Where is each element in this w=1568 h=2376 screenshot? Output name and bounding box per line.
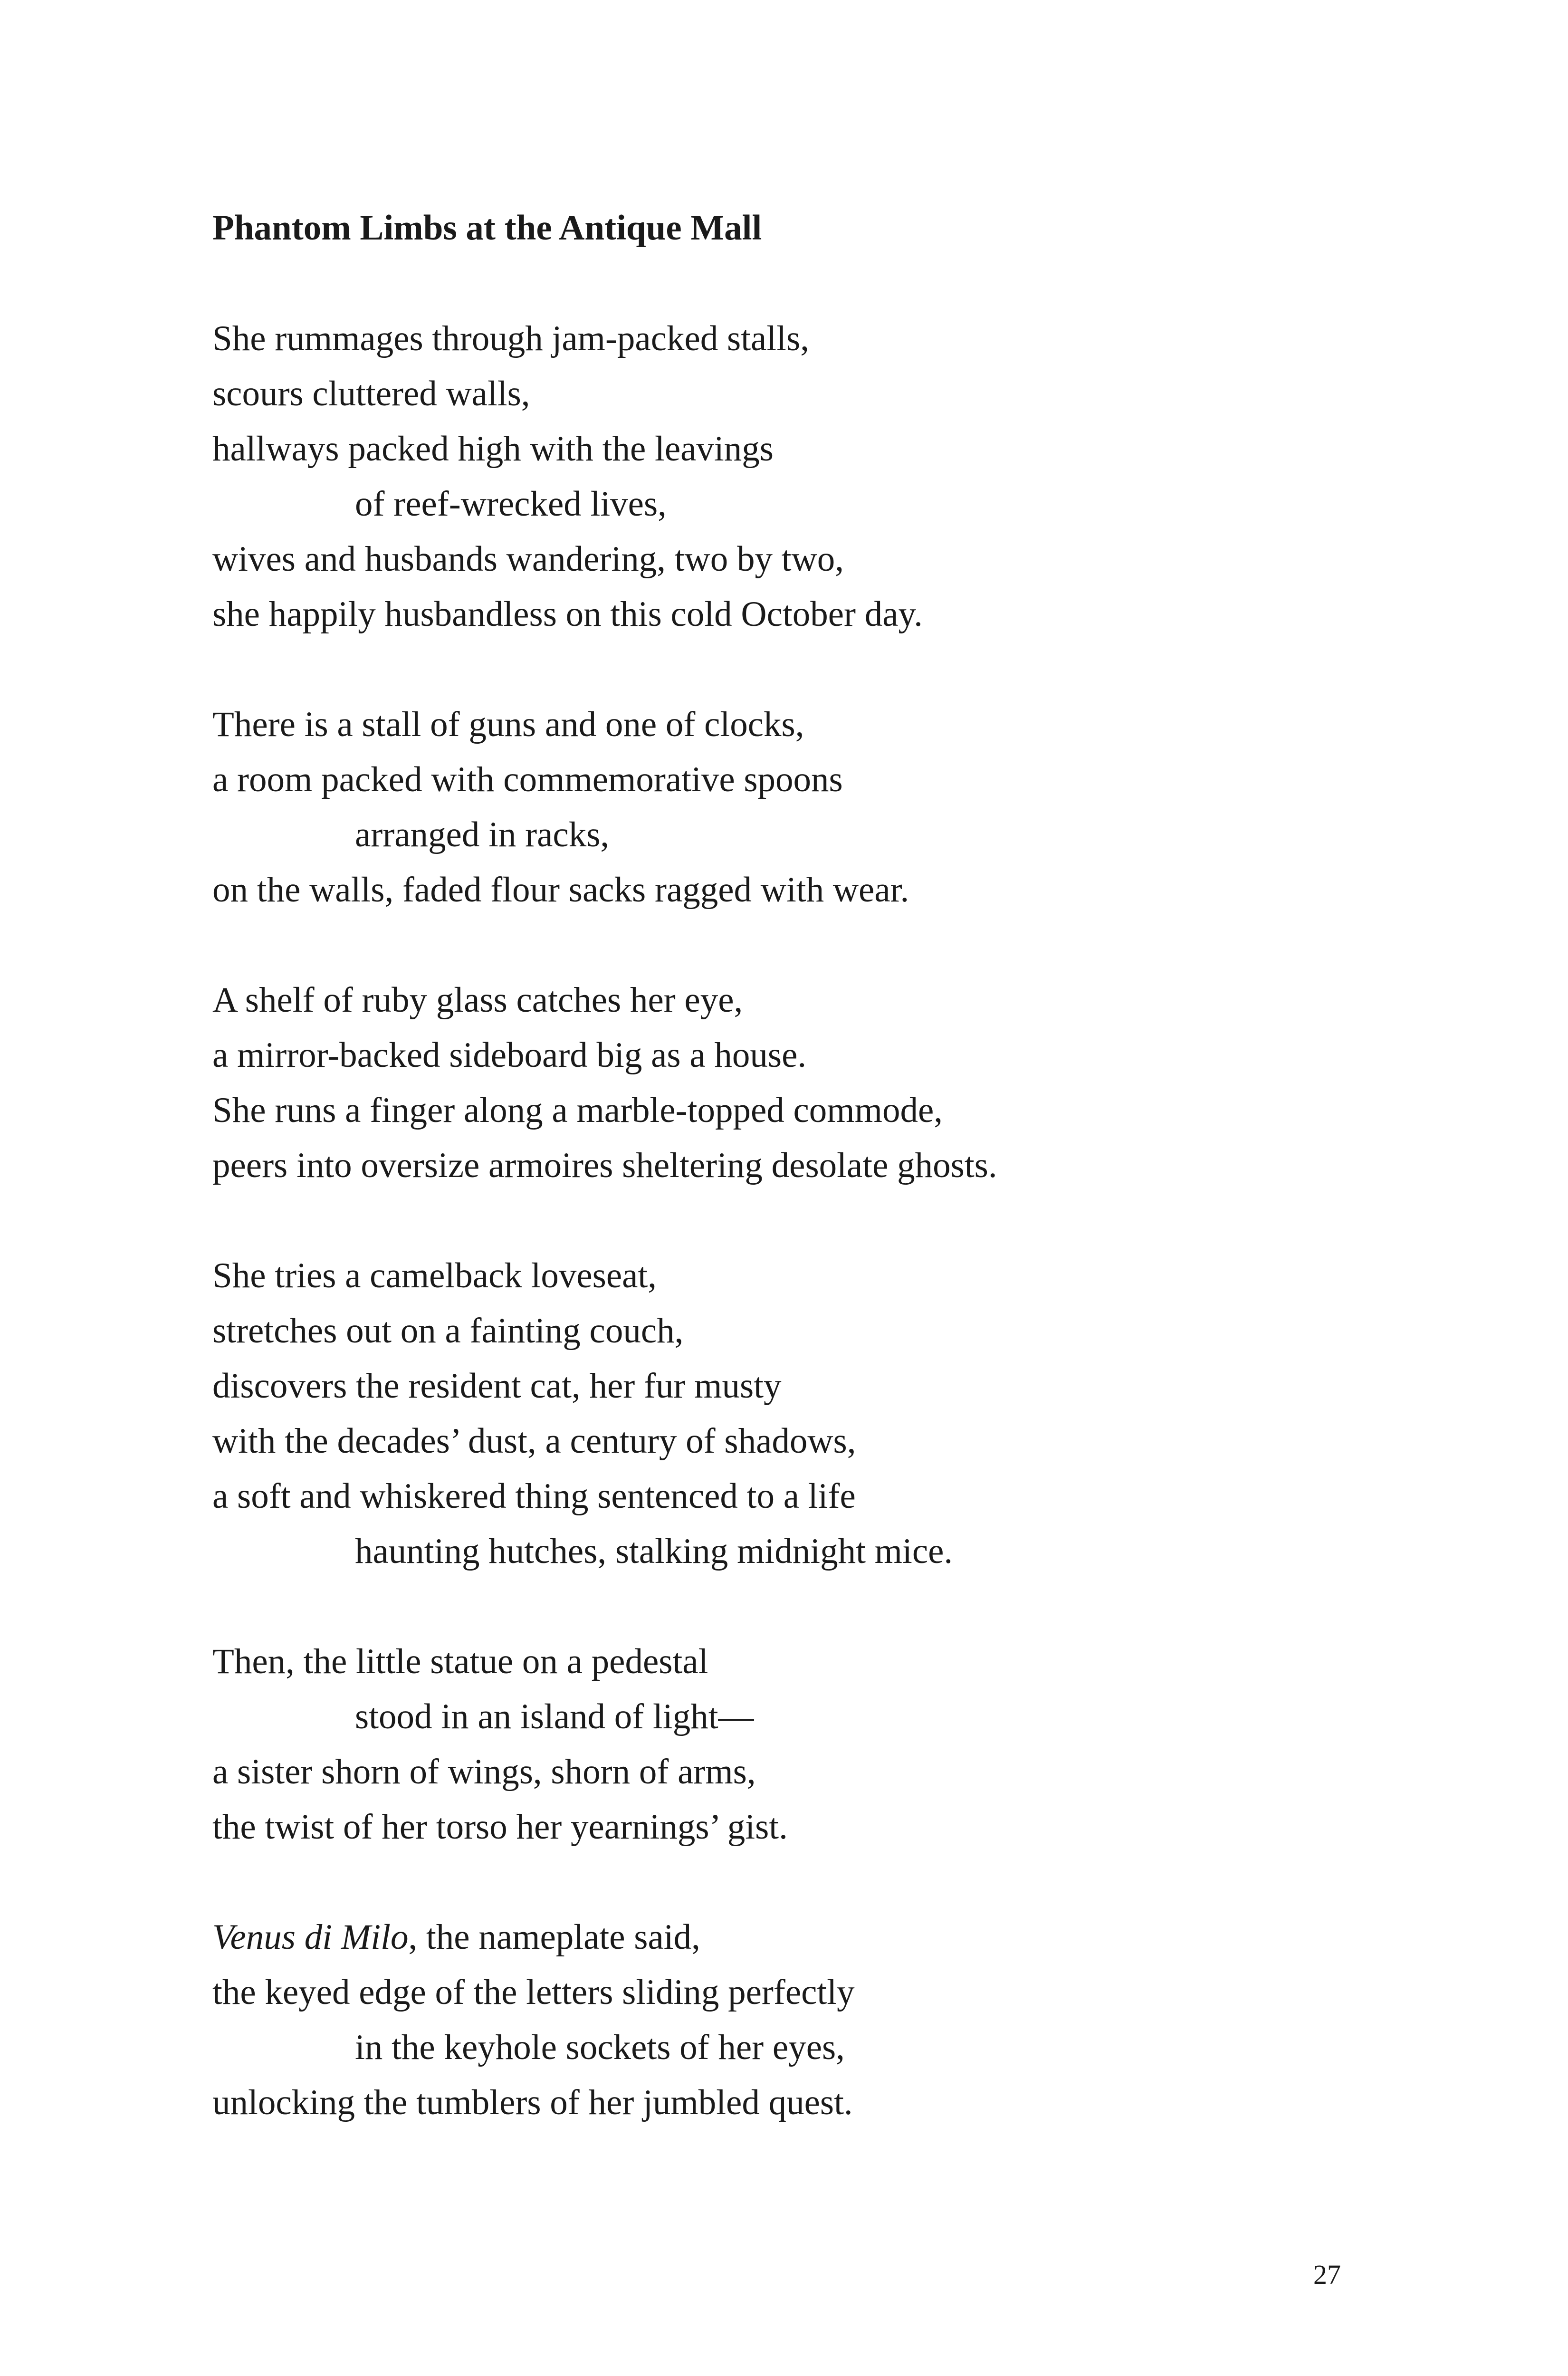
poem-line	[212, 1910, 1400, 1965]
stanza	[212, 1910, 1400, 2130]
poem-line: with the decades’ dust, a century of shadows,	[212, 1421, 856, 1461]
poem-body	[212, 311, 1400, 2185]
poem-line: scours cluttered walls,	[212, 374, 530, 413]
poem-line: the twist of her torso her yearnings’ gist.	[212, 1807, 788, 1847]
poem-line-indented: arranged in racks,	[355, 815, 610, 854]
poem-title: Phantom Limbs at the Antique Mall	[212, 208, 762, 248]
poem-line: hallways packed high with the leavings	[212, 429, 774, 469]
poem-line: the keyed edge of the letters sliding perfectly	[212, 1973, 855, 2012]
poem-line: she happily husbandless on this cold October day.	[212, 594, 923, 634]
poem-line: She runs a finger along a marble-topped commode,	[212, 1091, 943, 1130]
poem-line: There is a stall of guns and one of clocks,	[212, 705, 804, 744]
poem-line: a room packed with commemorative spoons	[212, 760, 843, 799]
poem-line: stretches out on a fainting couch,	[212, 1311, 684, 1351]
poem-line: unlocking the tumblers of her jumbled quest.	[212, 2083, 853, 2122]
poem-line: peers into oversize armoires sheltering desolate ghosts.	[212, 1146, 997, 1185]
poem-line: on the walls, faded flour sacks ragged with wear.	[212, 870, 909, 910]
poem-line: A shelf of ruby glass catches her eye,	[212, 980, 743, 1020]
italic-title-text: Venus di Milo	[212, 1917, 409, 1957]
poem-line-indented: stood in an island of light—	[355, 1697, 754, 1736]
poem-line-indented: of reef-wrecked lives,	[355, 484, 667, 524]
stanza	[212, 1634, 1400, 1855]
poem-line-indented: in the keyhole sockets of her eyes,	[355, 2028, 845, 2067]
stanza	[212, 973, 1400, 1193]
poem-line-text: , the nameplate said,	[408, 1917, 700, 1957]
poem-line: discovers the resident cat, her fur musty	[212, 1366, 782, 1406]
poem-line: a soft and whiskered thing sentenced to a life	[212, 1476, 856, 1516]
stanza	[212, 697, 1400, 918]
poem-line: wives and husbands wandering, two by two,	[212, 539, 844, 579]
poem-line: Then, the little statue on a pedestal	[212, 1642, 708, 1681]
poem-line: She tries a camelback loveseat,	[212, 1256, 657, 1295]
poem-line: a mirror-backed sideboard big as a house.	[212, 1035, 807, 1075]
stanza	[212, 1248, 1400, 1579]
page-number: 27	[1313, 2259, 1341, 2290]
poem-line: She rummages through jam-packed stalls,	[212, 319, 809, 358]
stanza	[212, 311, 1400, 642]
poem-line: a sister shorn of wings, shorn of arms,	[212, 1752, 756, 1792]
poem-line-indented: haunting hutches, stalking midnight mice.	[355, 1532, 953, 1571]
